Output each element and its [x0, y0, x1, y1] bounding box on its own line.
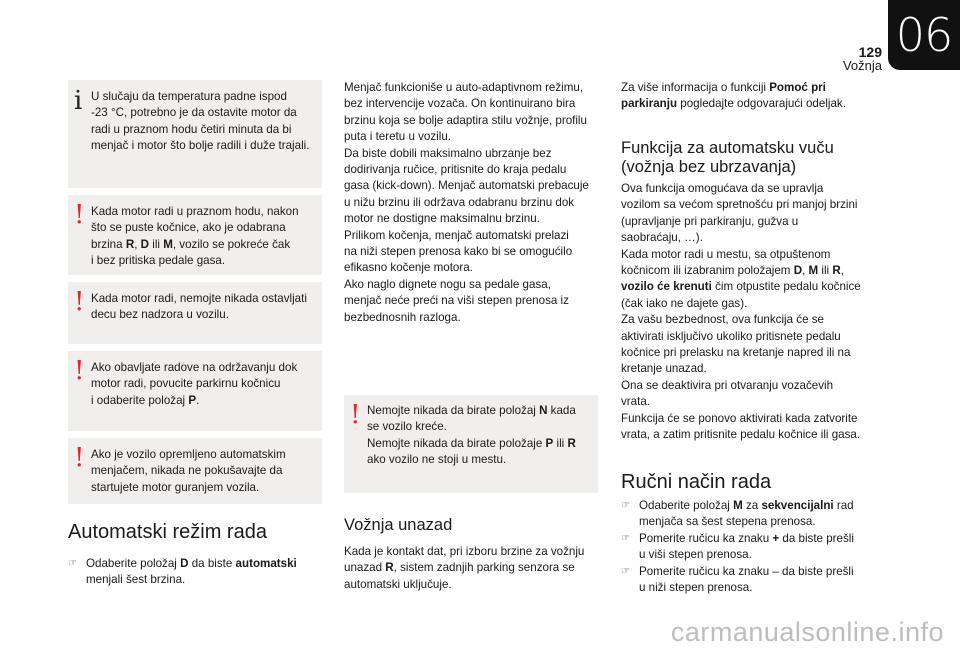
text-line: kočnicom ili izabranim položajem D, M ili R,: [621, 264, 844, 278]
page-number: 129: [858, 44, 882, 60]
text-line: bez intervencije vozača. On kontinuirano bira: [344, 97, 576, 111]
arrow-right-icon: ☞: [621, 500, 630, 511]
warning-icon: !: [74, 356, 85, 386]
warning-box-children: [68, 282, 322, 344]
warning-text: brzina R, D ili M, vozilo se pokreće čak: [91, 237, 291, 251]
list-item: [68, 556, 322, 589]
warning-text: se vozilo kreće.: [367, 420, 447, 434]
heading-creep-function: [621, 139, 834, 177]
warning-text: ako vozilo ne stoji u mestu.: [367, 452, 507, 466]
heading-automatic-mode: Automatski režim rada: [68, 521, 267, 543]
bullet-text: da biste: [188, 557, 236, 570]
warning-text: Nemojte nikada da birate položaj N kada: [367, 404, 576, 417]
text-line: Ona se deaktivira pri otvaranju vozačevih: [621, 378, 834, 392]
text-line: puta i teretu u vozilu.: [344, 130, 451, 144]
warning-box-idle: [68, 195, 322, 275]
text-line: Da biste dobili maksimalno ubrzanje bez: [344, 146, 552, 160]
heading-line: (vožnja bez ubrzavanja): [621, 158, 797, 176]
reverse-paragraph: [344, 544, 599, 593]
info-box-temperature: [68, 80, 322, 188]
text-line: Funkcija će se ponovo aktivirati kada zatvorite: [621, 411, 858, 425]
text-line: saobraćaju, …).: [621, 231, 703, 245]
text-line: vozilo će krenuti čim otpustite pedalu kočnice: [621, 280, 861, 294]
text-line: unazad R, sistem zadnjih parking senzora se: [344, 561, 575, 575]
manual-mode-list: [621, 498, 886, 596]
warning-text: Kada motor radi u praznom hodu, nakon: [91, 205, 299, 218]
list-item: ☞ Pomerite ručicu ka znaku + da biste prešli u viši stepen prenosa.: [621, 531, 854, 562]
text-line: Kada motor radi u mestu, sa otpuštenom: [621, 247, 831, 261]
text-line: menjač neće preći na viši stepen prenosa iz: [344, 294, 569, 308]
bullet-text: Odaberite položaj: [86, 557, 181, 570]
text-line: Ova funkcija omogućava da se upravlja: [621, 182, 824, 195]
chapter-tab: [888, 0, 960, 70]
heading-reverse: Vožnja unazad: [344, 516, 453, 534]
text-line: (upravljanje pri parkiranju, gužva u: [621, 214, 799, 228]
text-line: vrata, a zatim pritisnite pedalu kočnice ili gasa.: [621, 428, 861, 442]
text-line: kočnice pri prelasku na kretanje napred ili na: [621, 346, 851, 360]
info-text-3: radi u praznom hodu četiri minuta da bi: [91, 122, 292, 136]
text-line: Za vašu bezbednost, ova funkcija će se: [621, 313, 825, 327]
middle-paragraph: [344, 80, 599, 326]
text-line: bezbednosnih razloga.: [344, 310, 461, 324]
text-line: kretanje unazad.: [621, 362, 707, 376]
info-icon: i: [74, 86, 83, 116]
warning-text: i bez pritiska pedale gasa.: [91, 253, 226, 267]
warning-text: menjačem, nikada ne pokušavajte da: [91, 464, 283, 478]
warning-text: što se puste kočnice, ako je odabrana: [91, 221, 286, 235]
parking-assist-intro: [621, 80, 881, 113]
creep-function-text: [621, 181, 886, 444]
text-line: u nižu brzinu ili održava odabranu brzinu dok: [344, 195, 575, 209]
info-text-1: U slučaju da temperatura padne ispod: [91, 90, 287, 103]
warning-icon: !: [350, 400, 361, 430]
text-line: vrata.: [621, 395, 650, 409]
bullet-bold: D: [180, 557, 189, 570]
text-line: na niži stepen prenosa kako bi se omogućilo: [344, 245, 573, 259]
text-line: Kada je kontakt dat, pri izboru brzine za vožnju: [344, 545, 585, 558]
warning-text: Ako obavljate radove na održavanju dok: [91, 361, 298, 374]
text-line: Ako naglo dignete nogu sa pedale gasa,: [344, 277, 551, 291]
bullet-text: menjali šest brzina.: [86, 573, 186, 587]
chapter-number: 06: [895, 8, 953, 62]
heading-manual-mode: Ručni način rada: [621, 471, 772, 493]
text-line: vozilom sa većom spretnošću pri manjoj brzini: [621, 198, 858, 212]
text-line: parkiranju pogledajte odgovarajući odeljak.: [621, 97, 846, 111]
text-line: (čak iako ne dajete gas).: [621, 296, 748, 310]
text-line: gasa (kick-down). Menjač automatski prebacuje: [344, 179, 589, 193]
text-line: Za više informacija o funkciji Pomoć pri: [621, 81, 826, 94]
warning-text: i odaberite položaj P.: [91, 393, 200, 407]
chapter-title: Vožnja: [842, 58, 882, 73]
warning-box-push-start: [68, 438, 322, 504]
watermark: carmanualsonline.info: [670, 617, 944, 647]
text-line: Menjač funkcioniše u auto-adaptivnom režimu,: [344, 81, 584, 94]
bullet-bold: automatski: [235, 557, 297, 570]
list-item: ☞ Pomerite ručicu ka znaku – da biste prešli u niži stepen prenosa.: [621, 564, 854, 595]
heading-line: Funkcija za automatsku vuču: [621, 139, 834, 157]
text-line: Prilikom kočenja, menjač automatski prelazi: [344, 228, 569, 242]
warning-icon: !: [74, 287, 85, 317]
automatic-mode-list: [68, 556, 322, 589]
arrow-right-icon: ☞: [621, 565, 630, 577]
text-line: efikasno kočenje motora.: [344, 261, 473, 275]
warning-text: motor radi, povucite parkirnu kočnicu: [91, 377, 281, 391]
warning-icon: !: [74, 443, 85, 473]
warning-text: Ako je vozilo opremljeno automatskim: [91, 448, 286, 461]
warning-box-maintenance: [68, 351, 322, 431]
warning-icon: !: [74, 200, 85, 230]
text-line: automatski uključuje.: [344, 577, 452, 591]
warning-text: Nemojte nikada da birate položaje P ili R: [367, 436, 576, 450]
info-text-2: -23 °C, potrebno je da ostavite motor da: [91, 106, 297, 120]
warning-box-neutral: [344, 395, 598, 493]
text-line: aktivirati isključivo ukoliko pritisnete pedalu: [621, 329, 841, 343]
arrow-right-icon: ☞: [621, 532, 630, 544]
info-text-4: menjač i motor što bolje radili i duže trajali.: [91, 138, 310, 152]
text-line: motor ne dostigne maksimalnu brzinu.: [344, 212, 540, 226]
list-item: ☞ Odaberite položaj M za sekvencijalni rad menjača sa šest stepena prenosa.: [621, 499, 854, 529]
warning-text: startujete motor guranjem vozila.: [91, 480, 260, 494]
text-line: brzinu koja se bolje adaptira stilu vožnje, profilu: [344, 113, 587, 127]
warning-text: decu bez nadzora u vozilu.: [91, 308, 229, 322]
arrow-right-icon: ☞: [68, 558, 77, 569]
text-line: dodirivanja ručice, pritisnite do kraja pedalu: [344, 163, 567, 177]
warning-text: Kada motor radi, nemojte nikada ostavljati: [91, 292, 307, 305]
